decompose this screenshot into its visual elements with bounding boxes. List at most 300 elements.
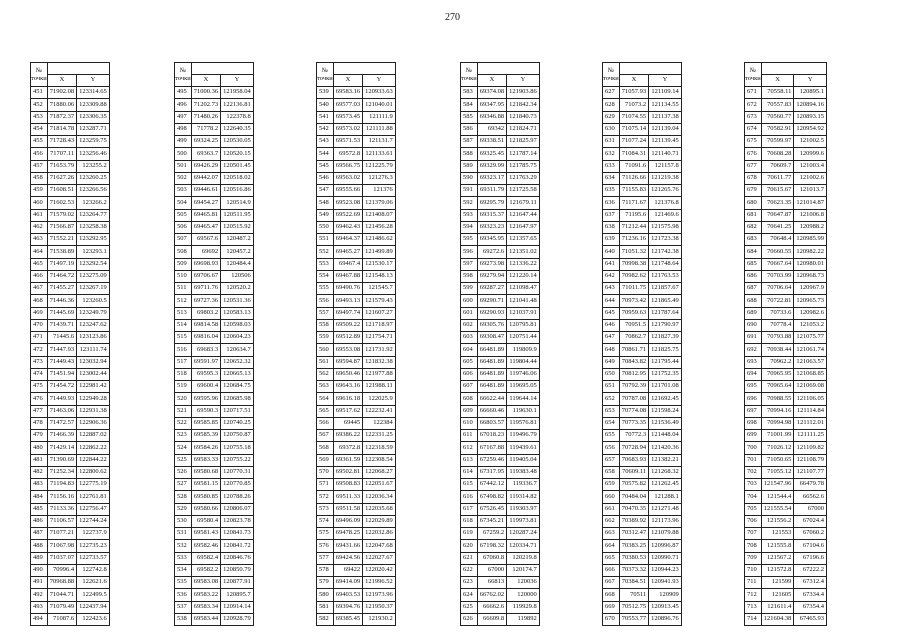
point-number-cell: 609 [461, 405, 478, 417]
y-value-cell: 120598.03 [221, 319, 254, 331]
x-value-cell: 69523.08 [333, 197, 362, 209]
table-row [31, 491, 110, 503]
y-value-cell: 120036 [507, 577, 540, 589]
point-number-cell: 471 [31, 332, 48, 344]
table-row [603, 160, 682, 172]
point-number-cell: 677 [745, 160, 762, 172]
point-number-cell: 570 [317, 466, 334, 478]
x-value-cell: 71449.43 [47, 356, 76, 368]
y-value-cell: 120795.81 [507, 319, 540, 331]
y-value-cell: 121276.3 [363, 172, 396, 184]
y-value-cell: 121376.8 [649, 197, 682, 209]
number-sign: № [465, 66, 472, 74]
point-number-cell: 580 [317, 589, 334, 601]
table-row [745, 172, 827, 184]
y-value-cell: 120896.76 [649, 613, 682, 625]
table-row [317, 123, 396, 135]
y-value-cell: 121692.45 [649, 393, 682, 405]
x-value-cell: 69497.74 [333, 307, 362, 319]
point-number-cell: 681 [745, 209, 762, 221]
y-value-cell: 121840.73 [507, 111, 540, 123]
table-row [175, 160, 254, 172]
y-column-header: Y [221, 75, 254, 87]
x-value-cell: 71602.53 [47, 197, 76, 209]
point-number-cell: 634 [603, 172, 620, 184]
point-number-cell: 706 [745, 515, 762, 527]
table-row [603, 479, 682, 491]
point-number-cell: 544 [317, 148, 334, 160]
x-value-cell: 69583.33 [191, 454, 220, 466]
point-number-cell: 551 [317, 234, 334, 246]
point-number-cell: 537 [175, 601, 192, 613]
table-row [31, 307, 110, 319]
point-number-cell: 500 [175, 148, 192, 160]
table-row [317, 87, 396, 99]
x-value-cell: 70623.35 [761, 197, 794, 209]
x-value-cell: 71497.19 [47, 258, 76, 270]
x-value-cell: 71171.67 [619, 197, 648, 209]
table-row [461, 270, 540, 282]
point-number-cell: 598 [461, 270, 478, 282]
y-value-cell: 121219.38 [649, 172, 682, 184]
table-row [175, 307, 254, 319]
table-row [175, 491, 254, 503]
table-row [31, 87, 110, 99]
y-value-cell: 119496.79 [507, 430, 540, 442]
y-column-header: Y [794, 75, 827, 87]
x-value-cell: 69553.08 [333, 344, 362, 356]
y-value-cell: 119336.7 [507, 479, 540, 491]
point-number-cell: 583 [461, 87, 478, 99]
table-row [745, 613, 827, 625]
x-value-cell: 69290.93 [477, 307, 506, 319]
table-row [175, 295, 254, 307]
y-value-cell: 121754.71 [363, 332, 396, 344]
table-row [317, 454, 396, 466]
y-value-cell: 123258.38 [77, 221, 110, 233]
table-row [31, 221, 110, 233]
y-value-cell: 121271.48 [649, 503, 682, 515]
y-value-cell: 121456.28 [363, 221, 396, 233]
x-value-cell: 70384.51 [619, 577, 648, 589]
x-value-cell: 69442.07 [191, 172, 220, 184]
y-value-cell: 121420.36 [649, 442, 682, 454]
y-value-cell: 120334.71 [507, 540, 540, 552]
point-number-cell: 482 [31, 466, 48, 478]
x-value-cell: 70553.77 [619, 613, 648, 625]
x-value-cell: 70511 [619, 589, 648, 601]
point-number-cell: 660 [603, 491, 620, 503]
y-value-cell: 119644.14 [507, 393, 540, 405]
point-number-cell: 702 [745, 466, 762, 478]
x-value-cell: 70648.4 [761, 234, 794, 246]
point-number-cell: 710 [745, 564, 762, 576]
x-value-cell: 69426.29 [191, 160, 220, 172]
table-row [175, 87, 254, 99]
table-row [603, 283, 682, 295]
y-value-cell: 120583.13 [221, 307, 254, 319]
table-row [31, 503, 110, 515]
point-number-cell: 638 [603, 221, 620, 233]
x-value-cell: 69490.76 [333, 283, 362, 295]
table-row [603, 270, 682, 282]
point-number-cell: 640 [603, 246, 620, 258]
y-value-cell: 123111.74 [77, 344, 110, 356]
x-value-cell: 71445.6 [47, 332, 76, 344]
x-value-cell: 70660.55 [761, 246, 794, 258]
x-value-cell: 69508.83 [333, 479, 362, 491]
table-row [317, 356, 396, 368]
point-number-cell: 577 [317, 552, 334, 564]
point-number-cell: 466 [31, 270, 48, 282]
x-value-cell: 71026.12 [761, 442, 794, 454]
point-number-cell: 535 [175, 577, 192, 589]
point-number-cell: 529 [175, 503, 192, 515]
x-value-cell: 70998.38 [619, 258, 648, 270]
y-value-cell: 121014.87 [794, 197, 827, 209]
table-row [745, 368, 827, 380]
table-row [745, 160, 827, 172]
y-value-cell: 122887.02 [77, 430, 110, 442]
point-word: точки [31, 74, 47, 82]
x-value-cell: 69347.95 [477, 99, 506, 111]
x-value-cell: 70380.53 [619, 552, 648, 564]
y-value-cell: 120841.72 [221, 540, 254, 552]
point-number-cell: 513 [175, 307, 192, 319]
y-value-cell: 121499.89 [363, 246, 396, 258]
point-number-cell: 711 [745, 577, 762, 589]
y-value-cell: 120751.44 [507, 332, 540, 344]
point-number-cell: 573 [317, 503, 334, 515]
x-value-cell: 71077.24 [619, 136, 648, 148]
x-value-cell: 69324.25 [191, 136, 220, 148]
y-value-cell: 121718.97 [363, 319, 396, 331]
y-value-cell: 121996.52 [363, 577, 396, 589]
point-number-cell: 454 [31, 123, 48, 135]
y-value-cell: 121268.32 [649, 466, 682, 478]
x-value-cell: 121555.8 [761, 540, 794, 552]
y-value-cell: 122027.67 [363, 552, 396, 564]
y-value-cell: 120684.75 [221, 381, 254, 393]
point-number-cell: 593 [461, 209, 478, 221]
y-value-cell: 122499.5 [77, 589, 110, 601]
x-column-header: X [333, 75, 362, 87]
table-row [175, 270, 254, 282]
y-value-cell: 119892 [507, 613, 540, 625]
table-row [175, 430, 254, 442]
table-row [31, 111, 110, 123]
y-value-cell: 120665.13 [221, 368, 254, 380]
table-row [745, 197, 827, 209]
y-value-cell: 122775.19 [77, 479, 110, 491]
table-row [31, 197, 110, 209]
y-value-cell: 123309.88 [77, 99, 110, 111]
point-number-cell: 659 [603, 479, 620, 491]
point-number-cell: 455 [31, 136, 48, 148]
table-row [317, 295, 396, 307]
table-row [317, 381, 396, 393]
point-number-cell: 509 [175, 258, 192, 270]
y-value-cell: 121742.38 [649, 246, 682, 258]
y-value-cell: 120823.78 [221, 515, 254, 527]
x-value-cell: 70994.98 [761, 417, 794, 429]
point-number-cell: 615 [461, 479, 478, 491]
point-number-header [603, 63, 620, 87]
y-value-cell: 120914.14 [221, 601, 254, 613]
y-value-cell: 120520.2 [221, 283, 254, 295]
x-value-cell: 70996.4 [47, 564, 76, 576]
point-number-cell: 462 [31, 221, 48, 233]
y-value-cell: 121536.49 [649, 417, 682, 429]
table-row [317, 307, 396, 319]
y-value-cell: 123032.94 [77, 356, 110, 368]
number-sign: № [179, 66, 186, 74]
point-number-cell: 507 [175, 234, 192, 246]
table-row [603, 601, 682, 613]
table-row [461, 258, 540, 270]
table-row [31, 172, 110, 184]
y-value-cell: 121382.21 [649, 454, 682, 466]
header-top-cell [761, 63, 826, 75]
y-value-cell: 122318.59 [363, 442, 396, 454]
table-row [603, 172, 682, 184]
table-row [745, 589, 827, 601]
point-number-header [317, 63, 334, 87]
table-row [317, 613, 396, 625]
x-value-cell: 71455.27 [47, 283, 76, 295]
point-number-cell: 605 [461, 356, 478, 368]
y-value-cell: 122378.8 [221, 111, 254, 123]
y-value-cell: 120506 [221, 270, 254, 282]
y-value-cell: 121037.91 [507, 307, 540, 319]
y-value-cell: 121041.48 [507, 295, 540, 307]
point-number-cell: 595 [461, 234, 478, 246]
y-value-cell: 120913.45 [649, 601, 682, 613]
table-row [461, 381, 540, 393]
table-row [175, 185, 254, 197]
point-number-cell: 708 [745, 540, 762, 552]
table-row [461, 197, 540, 209]
table-row [603, 148, 682, 160]
x-value-cell: 70560.77 [761, 111, 794, 123]
x-value-cell: 70733.6 [761, 307, 794, 319]
header-top-cell [619, 63, 681, 75]
x-value-cell: 69563.02 [333, 172, 362, 184]
y-value-cell: 119630.1 [507, 405, 540, 417]
y-value-cell: 121723.38 [649, 234, 682, 246]
y-value-cell: 119303.97 [507, 503, 540, 515]
x-value-cell: 69580.68 [191, 466, 220, 478]
table-row [461, 160, 540, 172]
x-value-cell: 70615.67 [761, 185, 794, 197]
number-sign: № [749, 66, 756, 74]
x-value-cell: 71156.16 [47, 491, 76, 503]
y-value-cell: 120604.23 [221, 332, 254, 344]
x-value-cell: 69394.76 [333, 601, 362, 613]
y-value-cell: 121106.05 [794, 393, 827, 405]
x-value-cell: 69511.33 [333, 491, 362, 503]
point-number-cell: 563 [317, 381, 334, 393]
point-number-cell: 695 [745, 381, 762, 393]
y-value-cell: 120850.79 [221, 564, 254, 576]
y-value-cell: 120806.07 [221, 503, 254, 515]
y-value-cell: 121137.38 [649, 111, 682, 123]
y-value-cell: 120928.79 [221, 613, 254, 625]
point-number-cell: 549 [317, 209, 334, 221]
point-number-cell: 584 [461, 99, 478, 111]
x-value-cell: 69584.26 [191, 442, 220, 454]
x-value-cell: 71055.12 [761, 466, 794, 478]
y-value-cell: 121139.04 [649, 123, 682, 135]
y-value-cell: 121865.49 [649, 295, 682, 307]
y-value-cell: 121857.67 [649, 283, 682, 295]
x-value-cell: 71566.87 [47, 221, 76, 233]
y-value-cell: 121827.39 [649, 332, 682, 344]
y-value-cell: 122437.94 [77, 601, 110, 613]
y-value-cell: 121079.88 [649, 528, 682, 540]
y-value-cell: 67196.6 [794, 552, 827, 564]
y-value-cell: 119973.81 [507, 515, 540, 527]
y-value-cell: 120841.73 [221, 528, 254, 540]
table-row [461, 540, 540, 552]
x-value-cell: 69496.09 [333, 515, 362, 527]
table-row [175, 332, 254, 344]
table-row [31, 479, 110, 491]
x-value-cell: 71155.83 [619, 185, 648, 197]
table-row [317, 430, 396, 442]
y-value-cell: 121930.2 [363, 613, 396, 625]
x-value-cell: 69478.25 [333, 528, 362, 540]
table-row [745, 491, 827, 503]
point-number-cell: 565 [317, 405, 334, 417]
table-row [745, 258, 827, 270]
table-row [745, 540, 827, 552]
point-number-cell: 545 [317, 160, 334, 172]
x-value-cell: 70843.82 [619, 356, 648, 368]
table-row [745, 601, 827, 613]
y-value-cell: 121903.86 [507, 87, 540, 99]
x-value-cell: 121572.8 [761, 564, 794, 576]
y-value-cell: 121701.08 [649, 381, 682, 393]
x-value-cell: 69305.76 [477, 319, 506, 331]
point-number-cell: 618 [461, 515, 478, 527]
y-value-cell: 120968.73 [794, 270, 827, 282]
table-row [31, 613, 110, 625]
header-top-cell [47, 63, 109, 75]
table-row [603, 515, 682, 527]
y-value-cell: 120944.23 [649, 564, 682, 576]
y-value-cell: 122032.86 [363, 528, 396, 540]
table-row [175, 123, 254, 135]
x-value-cell: 71106.57 [47, 515, 76, 527]
table-row [461, 111, 540, 123]
table-row [461, 295, 540, 307]
x-value-cell: 69582.2 [191, 564, 220, 576]
point-number-header [175, 63, 192, 87]
point-number-cell: 653 [603, 405, 620, 417]
y-value-cell: 67465.93 [794, 613, 827, 625]
point-number-cell: 501 [175, 160, 192, 172]
x-value-cell: 69287.27 [477, 283, 506, 295]
y-value-cell: 120457.2 [221, 246, 254, 258]
y-value-cell: 119405.04 [507, 454, 540, 466]
x-value-cell: 70373.32 [619, 564, 648, 576]
x-value-cell: 71091.6 [619, 160, 648, 172]
table-row [175, 466, 254, 478]
table-row [603, 417, 682, 429]
table-row [745, 515, 827, 527]
table-row [603, 466, 682, 478]
table-row [317, 589, 396, 601]
table-row [175, 577, 254, 589]
point-number-cell: 627 [603, 87, 620, 99]
x-value-cell: 70965.64 [761, 381, 794, 393]
x-value-cell: 70728.94 [619, 442, 648, 454]
table-row [317, 417, 396, 429]
point-number-cell: 487 [31, 528, 48, 540]
table-row [31, 552, 110, 564]
table-row [461, 589, 540, 601]
table-row [317, 552, 396, 564]
x-value-cell: 71236.16 [619, 234, 648, 246]
y-value-cell: 119809.9 [507, 344, 540, 356]
x-value-cell: 70959.63 [619, 307, 648, 319]
y-value-cell: 122761.81 [77, 491, 110, 503]
table-row [745, 356, 827, 368]
x-value-cell: 69272.6 [477, 246, 506, 258]
point-number-cell: 628 [603, 99, 620, 111]
point-number-cell: 475 [31, 381, 48, 393]
header-top-cell [191, 63, 253, 75]
y-value-cell: 121133.61 [363, 148, 396, 160]
x-value-cell: 69595.96 [191, 393, 220, 405]
y-value-cell: 122733.57 [77, 552, 110, 564]
table-row [461, 430, 540, 442]
y-value-cell: 121063.57 [794, 356, 827, 368]
point-number-cell: 523 [175, 430, 192, 442]
x-value-cell: 69279.94 [477, 270, 506, 282]
table-row [175, 136, 254, 148]
point-number-cell: 650 [603, 368, 620, 380]
table-row [31, 136, 110, 148]
table-row [175, 344, 254, 356]
point-number-cell: 617 [461, 503, 478, 515]
x-value-cell: 69512.89 [333, 332, 362, 344]
y-value-cell: 121530.17 [363, 258, 396, 270]
x-value-cell: 71037.07 [47, 552, 76, 564]
table-row [461, 405, 540, 417]
x-value-cell: 69295.79 [477, 197, 506, 209]
table-row [317, 209, 396, 221]
point-number-cell: 493 [31, 601, 48, 613]
point-number-cell: 511 [175, 283, 192, 295]
table-row [175, 479, 254, 491]
y-value-cell: 120990.71 [649, 552, 682, 564]
y-value-cell: 120174.7 [507, 564, 540, 576]
point-number-cell: 472 [31, 344, 48, 356]
table-row [175, 528, 254, 540]
y-value-cell: 120755.22 [221, 454, 254, 466]
point-number-cell: 452 [31, 99, 48, 111]
table-row [461, 221, 540, 233]
table-row [175, 246, 254, 258]
x-value-cell: 71446.36 [47, 295, 76, 307]
point-number-cell: 453 [31, 111, 48, 123]
point-number-cell: 483 [31, 479, 48, 491]
y-value-cell: 121977.88 [363, 368, 396, 380]
y-value-cell: 119576.81 [507, 417, 540, 429]
table-row [317, 221, 396, 233]
